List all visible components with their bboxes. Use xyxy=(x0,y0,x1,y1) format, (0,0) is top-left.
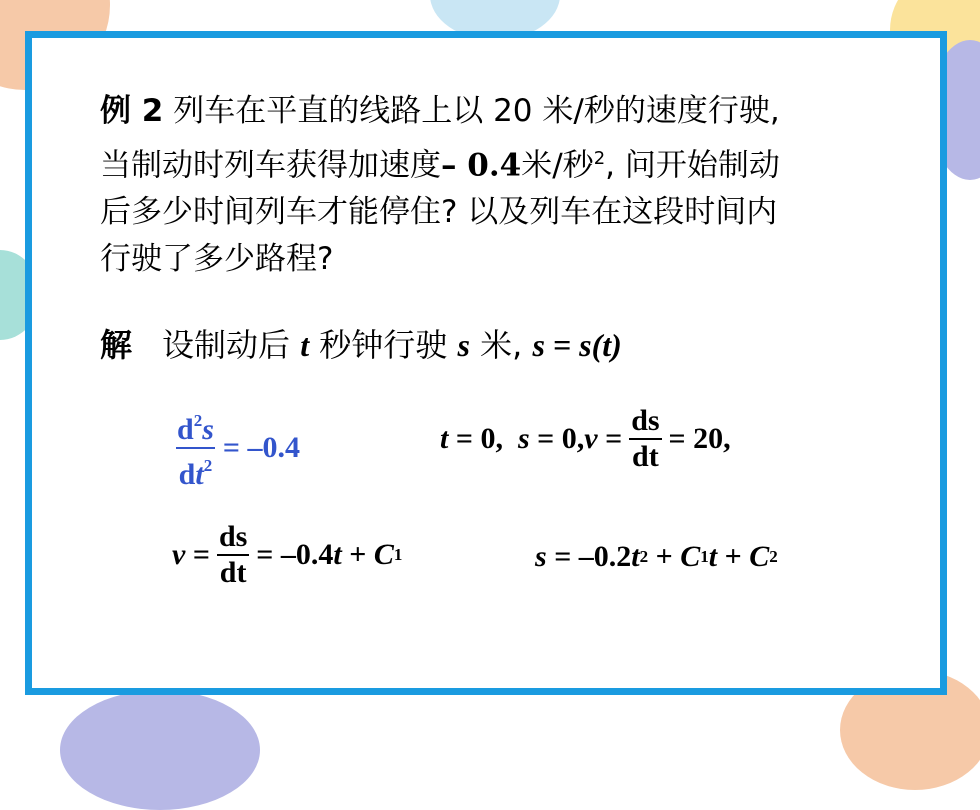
solution-equation: s = s(t) xyxy=(532,327,622,363)
fraction-ds-dt: $\frac{ds}{dt}$ xyxy=(628,404,662,474)
decor-blob-purple-bottom xyxy=(60,690,260,810)
fraction-ds-dt-2: $\frac{ds}{dt}$ xyxy=(216,520,250,590)
problem-line-3: 后多少时间列车才能停住? 以及列车在这段时间内 xyxy=(100,194,778,231)
problem-line-4: 行驶了多少路程? xyxy=(100,241,334,278)
equation-distance: s = –0.2 t 2 + C 1 t + C 2 xyxy=(535,540,778,573)
equation-acceleration: $\frac{d^2s}{dt^2}$ = –0.4 xyxy=(168,404,300,492)
solution-tag: 解 xyxy=(100,326,133,364)
fraction-d2s-dt2: $\frac{d^2s}{dt^2}$ xyxy=(177,411,214,491)
problem-line-2: 当制动时列车获得加速度– 0.4米/秒$^2$, 问开始制动 xyxy=(100,147,780,184)
example-tag: 例 2 xyxy=(100,93,164,129)
equation-velocity: v = $\frac{ds}{dt}$ = –0.4 t + C 1 xyxy=(172,520,403,589)
solution-intro: 解 设制动后 t 秒钟行驶 s 米, s = s(t) xyxy=(100,326,622,364)
problem-line-1: 例 2 列车在平直的线路上以 20 米/秒的速度行驶, xyxy=(100,93,780,129)
equation-initial-conditions: t = 0, s = 0, v = $\frac{ds}{dt}$ = 20, xyxy=(440,404,731,473)
problem-statement xyxy=(100,88,930,283)
